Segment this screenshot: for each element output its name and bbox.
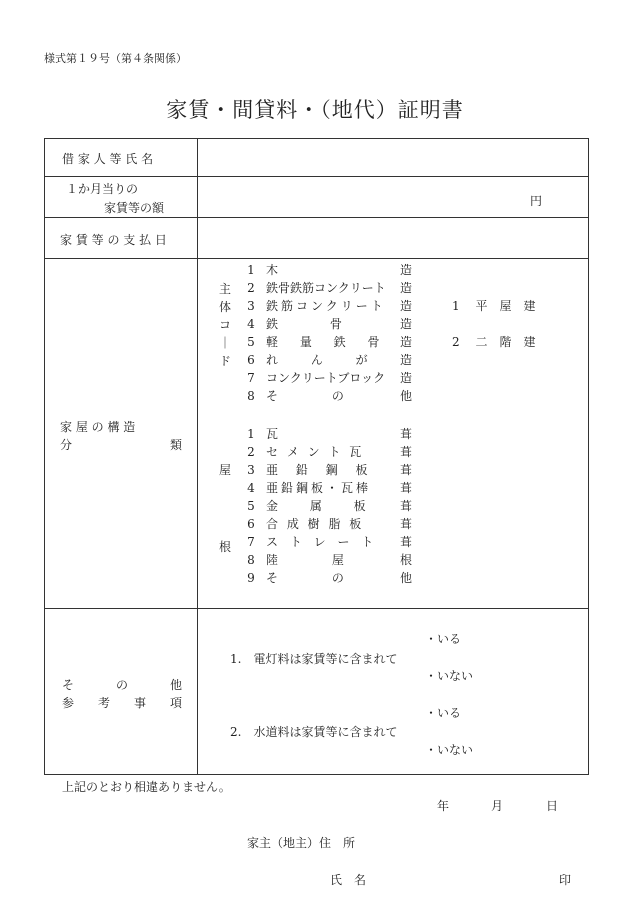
roof-label-char: 屋 — [218, 463, 231, 477]
main-body-item[interactable] — [0, 370, 630, 386]
item-name: 亜鉛鋼板・瓦棒 — [266, 481, 372, 495]
item-number: 2 — [247, 445, 255, 459]
remarks-label-char: 考 — [98, 696, 111, 710]
main-body-code-char: ド — [218, 354, 231, 368]
item-suffix: 葺 — [400, 499, 413, 513]
item-name: 軽 量 鉄 骨 — [266, 335, 380, 349]
item-number: 1 — [247, 263, 255, 277]
main-body-item[interactable] — [0, 334, 630, 350]
roof-item[interactable] — [0, 498, 630, 514]
certification-statement: 上記のとおり相違ありません。 — [62, 780, 231, 794]
item-suffix: 造 — [400, 317, 413, 331]
row-divider — [44, 258, 589, 259]
main-body-code-char: コ — [218, 318, 231, 332]
roof-item[interactable] — [0, 570, 630, 586]
other-label-char: の — [116, 678, 129, 692]
item-name: 木 — [266, 263, 279, 277]
landlord-address-label: 家主（地主）住 所 — [247, 836, 356, 850]
item-number: 3 — [247, 299, 255, 313]
monthly-rent-label-line2: 家賃等の額 — [104, 201, 165, 215]
item-suffix: 造 — [400, 281, 413, 295]
item-suffix: 葺 — [400, 481, 413, 495]
item-suffix: 葺 — [400, 535, 413, 549]
item-name: 亜 鉛 鋼 板 — [266, 463, 368, 477]
main-body-code-char: 主 — [218, 282, 231, 296]
item-name: 瓦 — [266, 427, 279, 441]
item-name: セ メ ン ト 瓦 — [266, 445, 362, 459]
item-number: 2 — [247, 281, 255, 295]
floor-option[interactable] — [452, 298, 535, 314]
floor-option[interactable] — [452, 334, 535, 350]
main-body-item[interactable] — [0, 316, 630, 332]
page-title: 家賃・間貸料・（地代）証明書 — [166, 98, 464, 122]
electricity-question: 1. 電灯料は家賃等に含まれて — [230, 652, 398, 666]
main-body-item[interactable] — [0, 280, 630, 296]
roof-item[interactable] — [0, 426, 630, 442]
seal-mark: 印 — [559, 873, 572, 887]
item-number: 7 — [247, 535, 255, 549]
floor-number: 1 — [452, 299, 460, 313]
water-not-included-option[interactable]: ・いない — [425, 743, 474, 757]
electricity-not-included-option[interactable]: ・いない — [425, 669, 474, 683]
tenant-name-label: 借 家 人 等 氏 名 — [62, 152, 154, 166]
item-suffix: 葺 — [400, 427, 413, 441]
date-year-label: 年 — [437, 799, 450, 813]
item-suffix: 根 — [400, 553, 413, 567]
item-number: 6 — [247, 517, 255, 531]
form-number: 様式第１９号（第４条関係） — [44, 52, 187, 65]
roof-item[interactable] — [0, 516, 630, 532]
remarks-label-char: 項 — [170, 696, 183, 710]
item-suffix: 造 — [400, 263, 413, 277]
roof-item[interactable] — [0, 462, 630, 478]
main-body-item[interactable] — [0, 388, 630, 404]
item-number: 9 — [247, 571, 255, 585]
roof-item[interactable] — [0, 534, 630, 550]
other-label-char: そ — [62, 678, 75, 692]
item-name: そ の — [266, 571, 344, 585]
roof-item[interactable] — [0, 552, 630, 568]
item-name: 金 属 板 — [266, 499, 366, 513]
remarks-label-char: 事 — [134, 696, 147, 710]
item-name: 鉄 骨 — [266, 317, 342, 331]
item-suffix: 他 — [400, 571, 413, 585]
date-month-label: 月 — [491, 799, 504, 813]
main-body-code-char: 体 — [218, 300, 231, 314]
roof-item[interactable] — [0, 480, 630, 496]
main-body-item[interactable] — [0, 262, 630, 278]
item-name: 合 成 樹 脂 板 — [266, 517, 362, 531]
structure-label-line2-left: 分 — [60, 438, 73, 452]
item-name: 鉄骨鉄筋コンクリート — [266, 281, 386, 295]
item-number: 5 — [247, 335, 255, 349]
item-name: コンクリートブロック — [266, 371, 386, 385]
roof-label-char: 根 — [218, 540, 231, 554]
item-name: そ の — [266, 389, 344, 403]
item-number: 1 — [247, 427, 255, 441]
other-label-char: 他 — [170, 678, 183, 692]
item-number: 4 — [247, 481, 255, 495]
item-number: 5 — [247, 499, 255, 513]
payment-date-field[interactable] — [198, 218, 588, 258]
water-question: 2. 水道料は家賃等に含まれて — [230, 725, 398, 739]
item-suffix: 造 — [400, 335, 413, 349]
structure-label-line2-right: 類 — [170, 438, 183, 452]
item-number: 4 — [247, 317, 255, 331]
monthly-rent-label-line1: １か月当りの — [66, 182, 139, 196]
item-name: れ ん が — [266, 353, 368, 367]
yen-unit: 円 — [530, 194, 543, 208]
date-day-label: 日 — [546, 799, 559, 813]
item-suffix: 造 — [400, 299, 413, 313]
tenant-name-field[interactable] — [198, 139, 588, 176]
item-number: 6 — [247, 353, 255, 367]
item-name: 鉄筋コンクリート — [266, 299, 386, 313]
floor-label: 平 屋 建 — [475, 299, 536, 313]
item-suffix: 造 — [400, 353, 413, 367]
main-body-item[interactable] — [0, 298, 630, 314]
landlord-name-label: 氏 名 — [330, 873, 367, 887]
remarks-label-char: 参 — [62, 696, 75, 710]
item-suffix: 造 — [400, 371, 413, 385]
item-suffix: 他 — [400, 389, 413, 403]
item-suffix: 葺 — [400, 445, 413, 459]
item-name: 陸 屋 — [266, 553, 344, 567]
electricity-included-option[interactable]: ・いる — [425, 632, 462, 646]
item-number: 7 — [247, 371, 255, 385]
main-body-code-char: ｜ — [218, 336, 231, 350]
row-divider — [44, 608, 589, 609]
item-suffix: 葺 — [400, 517, 413, 531]
roof-item[interactable] — [0, 444, 630, 460]
item-number: 8 — [247, 553, 255, 567]
structure-label-line1: 家 屋 の 構 造 — [60, 420, 136, 434]
payment-date-label: 家 賃 等 の 支 払 日 — [60, 233, 167, 247]
item-number: 3 — [247, 463, 255, 477]
floor-label: 二 階 建 — [475, 335, 536, 349]
item-number: 8 — [247, 389, 255, 403]
water-included-option[interactable]: ・いる — [425, 706, 462, 720]
item-name: ス ト レ ー ト — [266, 535, 374, 549]
item-suffix: 葺 — [400, 463, 413, 477]
main-body-item[interactable] — [0, 352, 630, 368]
floor-number: 2 — [452, 335, 460, 349]
